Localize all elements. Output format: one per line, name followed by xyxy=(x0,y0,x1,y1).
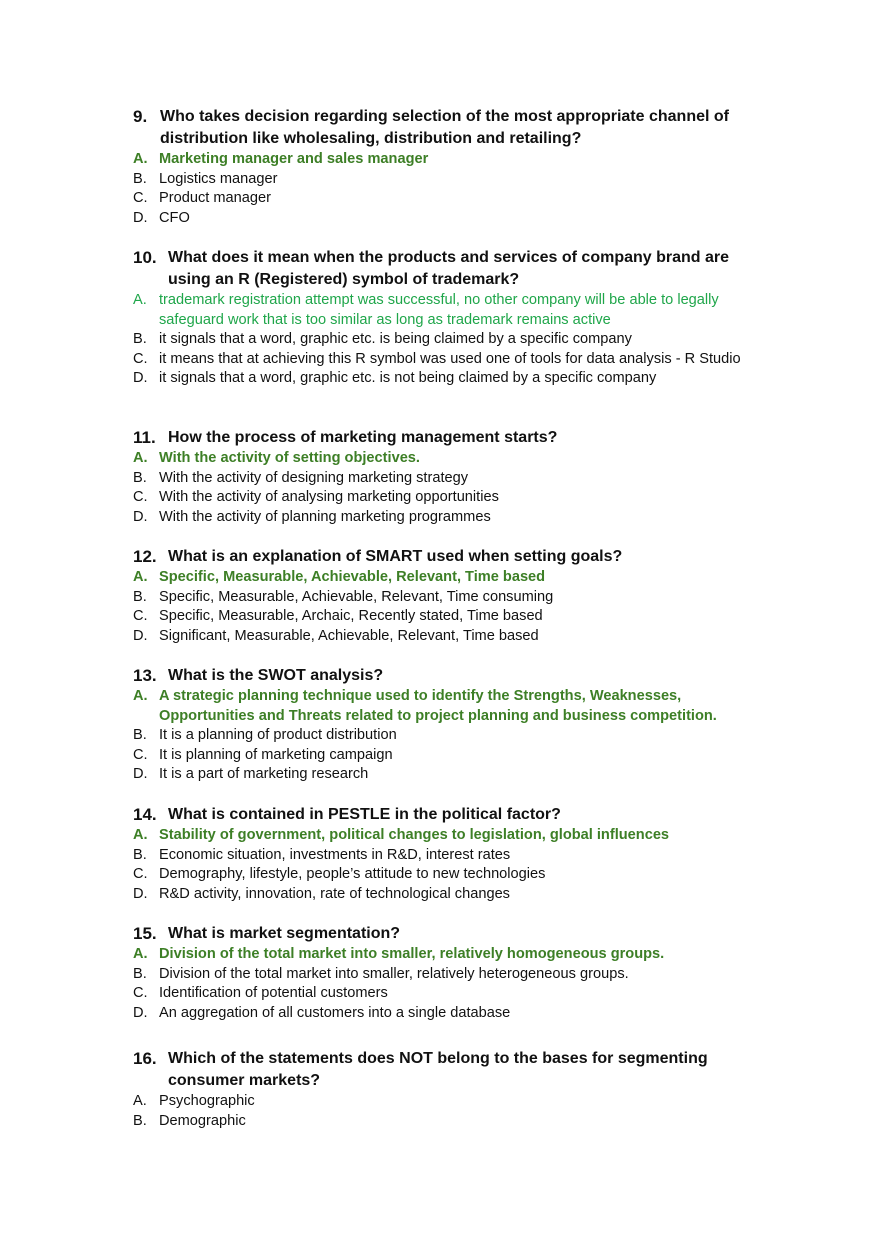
answer-option xyxy=(133,488,773,508)
answer-option xyxy=(133,350,773,370)
answer-option xyxy=(133,330,773,350)
question-title xyxy=(133,1048,773,1092)
answer-option-correct xyxy=(133,826,773,846)
option-letter: D. xyxy=(133,209,148,226)
option-text: With the activity of designing marketing strategy xyxy=(159,469,469,486)
question-number: 15. xyxy=(133,924,157,943)
option-text: Specific, Measurable, Archaic, Recently stated, Time based xyxy=(159,608,543,625)
option-letter: C. xyxy=(133,350,148,367)
answer-option-correct xyxy=(133,449,773,469)
answer-option-correct xyxy=(133,568,773,588)
question-text: Which of the statements does NOT belong to the bases for segmenting consumer markets? xyxy=(168,1050,708,1089)
question-title xyxy=(133,427,773,449)
answer-option-correct xyxy=(133,945,773,965)
answer-option xyxy=(133,170,773,190)
answer-option xyxy=(133,885,773,905)
answer-option-correct xyxy=(133,291,773,330)
option-text: Logistics manager xyxy=(159,170,278,187)
answer-option xyxy=(133,746,773,766)
question-number: 13. xyxy=(133,666,157,685)
option-letter: B. xyxy=(133,1112,147,1129)
option-letter: C. xyxy=(133,985,148,1002)
answer-option xyxy=(133,765,773,785)
option-letter: A. xyxy=(133,688,148,704)
question-text: What is the SWOT analysis? xyxy=(168,667,384,684)
answer-option xyxy=(133,965,773,985)
answer-option xyxy=(133,1092,773,1112)
option-text: With the activity of setting objectives. xyxy=(159,450,420,466)
option-text: Psychographic xyxy=(159,1093,255,1109)
option-letter: B. xyxy=(133,727,147,744)
option-text: Marketing manager and sales manager xyxy=(159,151,429,167)
answer-option-correct xyxy=(133,150,773,170)
option-text: It is planning of marketing campaign xyxy=(159,746,393,763)
option-letter: B. xyxy=(133,846,147,863)
question-text: What is contained in PESTLE in the political factor? xyxy=(168,806,561,823)
option-text: Product manager xyxy=(159,190,271,207)
option-letter: C. xyxy=(133,746,148,763)
question-text: How the process of marketing management starts? xyxy=(168,429,558,446)
question-text: Who takes decision regarding selection of the most appropriate channel of distribution like wholesaling, distribution and retailing? xyxy=(160,108,729,147)
option-letter: A. xyxy=(133,827,148,843)
answer-option xyxy=(133,846,773,866)
answer-option-correct xyxy=(133,687,773,726)
question-number: 14. xyxy=(133,805,157,824)
option-letter: D. xyxy=(133,1004,148,1021)
option-text: Demographic xyxy=(159,1112,246,1129)
question-16 xyxy=(133,1048,773,1131)
option-text: it signals that a word, graphic etc. is being claimed by a specific company xyxy=(159,331,632,348)
option-letter: A. xyxy=(133,151,148,167)
question-13 xyxy=(133,665,773,785)
question-number: 11. xyxy=(133,428,156,447)
question-10 xyxy=(133,247,773,389)
option-text: With the activity of planning marketing programmes xyxy=(159,508,491,525)
option-letter: B. xyxy=(133,331,147,348)
option-text: CFO xyxy=(159,209,190,226)
option-text: Specific, Measurable, Achievable, Relevant, Time consuming xyxy=(159,588,554,605)
question-title xyxy=(133,665,773,687)
option-text: it means that at achieving this R symbol was used one of tools for data analysis - R Studio xyxy=(159,350,741,367)
option-letter: D. xyxy=(133,627,148,644)
option-letter: B. xyxy=(133,588,147,605)
option-letter: C. xyxy=(133,190,148,207)
option-letter: D. xyxy=(133,766,148,783)
answer-option xyxy=(133,209,773,229)
option-text: Demography, lifestyle, people’s attitude to new technologies xyxy=(159,866,546,883)
option-text: A strategic planning technique used to identify the Strengths, Weaknesses, Opportunities and Threats related to project planning and business competition. xyxy=(159,688,717,724)
question-text: What is market segmentation? xyxy=(168,925,401,942)
answer-option xyxy=(133,607,773,627)
question-title xyxy=(133,546,773,568)
question-text: What does it mean when the products and services of company brand are using an R (Registered) symbol of trademark? xyxy=(168,249,730,288)
option-letter: A. xyxy=(133,450,148,466)
option-text: With the activity of analysing marketing opportunities xyxy=(159,489,499,506)
option-text: Division of the total market into smaller, relatively heterogeneous groups. xyxy=(159,965,629,982)
option-letter: B. xyxy=(133,965,147,982)
question-11 xyxy=(133,427,773,527)
option-letter: A. xyxy=(133,1093,147,1109)
option-text: R&D activity, innovation, rate of technological changes xyxy=(159,885,510,902)
question-number: 16. xyxy=(133,1049,157,1068)
option-text: An aggregation of all customers into a single database xyxy=(159,1004,511,1021)
answer-option xyxy=(133,469,773,489)
question-15 xyxy=(133,923,773,1023)
question-number: 10. xyxy=(133,248,157,267)
answer-option xyxy=(133,726,773,746)
answer-option xyxy=(133,865,773,885)
option-letter: B. xyxy=(133,170,147,187)
answer-option xyxy=(133,984,773,1004)
option-letter: C. xyxy=(133,866,148,883)
option-text: it signals that a word, graphic etc. is not being claimed by a specific company xyxy=(159,370,657,387)
option-letter: D. xyxy=(133,885,148,902)
option-text: Specific, Measurable, Achievable, Relevant, Time based xyxy=(159,569,546,585)
question-number: 12. xyxy=(133,547,157,566)
option-text: Division of the total market into smaller, relatively homogeneous groups. xyxy=(159,946,665,962)
option-letter: C. xyxy=(133,608,148,625)
question-title xyxy=(133,247,773,291)
option-letter: A. xyxy=(133,569,148,585)
option-letter: A. xyxy=(133,292,147,308)
question-9 xyxy=(133,106,773,228)
option-text: Economic situation, investments in R&D, interest rates xyxy=(159,846,511,863)
option-letter: D. xyxy=(133,370,148,387)
option-text: Identification of potential customers xyxy=(159,985,388,1002)
question-12 xyxy=(133,546,773,646)
option-letter: B. xyxy=(133,469,147,486)
answer-option xyxy=(133,189,773,209)
question-title xyxy=(133,923,773,945)
question-text: What is an explanation of SMART used when setting goals? xyxy=(168,548,623,565)
option-text: It is a planning of product distribution xyxy=(159,727,397,744)
answer-option xyxy=(133,508,773,528)
question-title xyxy=(133,106,773,150)
option-letter: D. xyxy=(133,508,148,525)
option-text: trademark registration attempt was successful, no other company will be able to legally safeguard work that is too similar as long as trademark remains active xyxy=(159,292,719,328)
answer-option xyxy=(133,1004,773,1024)
answer-option xyxy=(133,588,773,608)
question-number: 9. xyxy=(133,107,148,126)
answer-option xyxy=(133,1112,773,1132)
option-text: Stability of government, political changes to legislation, global influences xyxy=(159,827,670,843)
question-title xyxy=(133,804,773,826)
option-letter: C. xyxy=(133,489,148,506)
option-letter: A. xyxy=(133,946,148,962)
question-14 xyxy=(133,804,773,904)
option-text: Significant, Measurable, Achievable, Relevant, Time based xyxy=(159,627,539,644)
answer-option xyxy=(133,369,773,389)
answer-option xyxy=(133,627,773,647)
option-text: It is a part of marketing research xyxy=(159,766,369,783)
